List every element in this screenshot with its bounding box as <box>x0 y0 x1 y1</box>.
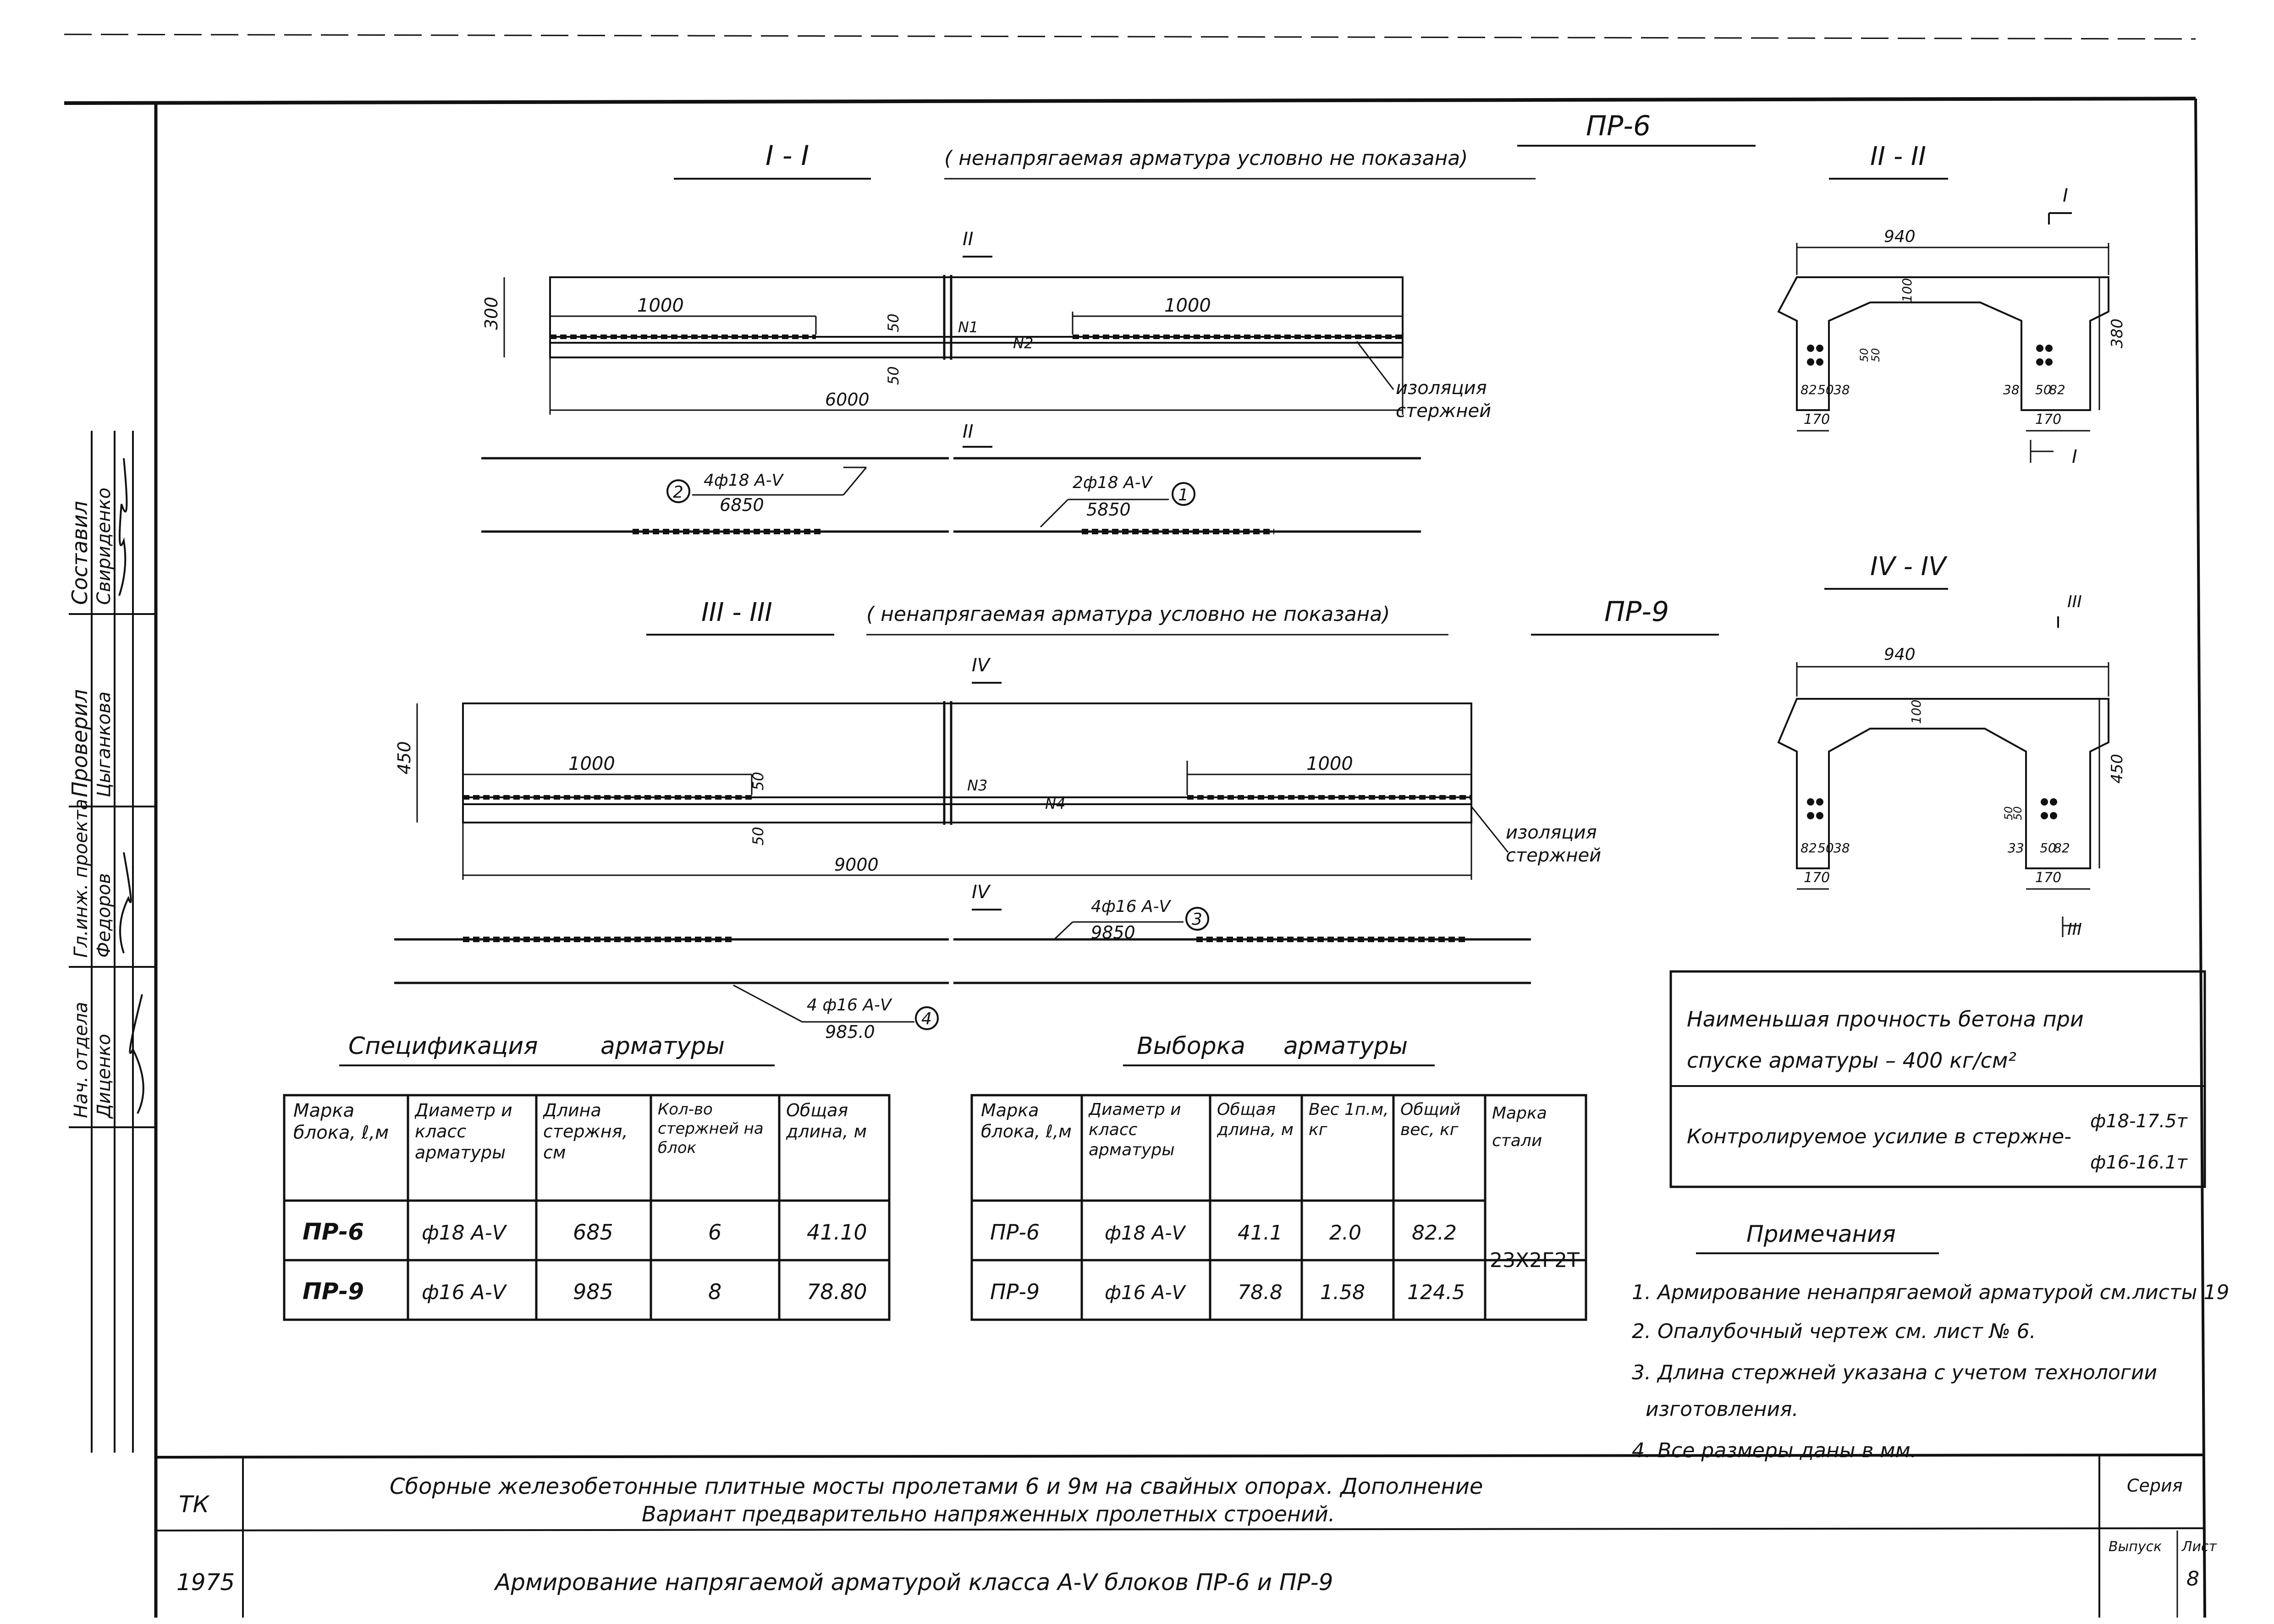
section-3-dim-height: 450 <box>394 741 414 774</box>
section-1-insulation-1: изоляция <box>1396 378 1487 399</box>
select-cell: ПР-6 <box>990 1220 1040 1245</box>
select-table <box>972 1032 1586 1320</box>
section-4-v2: 50 <box>2011 806 2024 820</box>
spec-header-mark: Марка блока, ℓ,м <box>293 1100 389 1143</box>
section-1-dim-left: 1000 <box>637 295 684 316</box>
select-header-total-weight: Общий вес, кг <box>1400 1100 1461 1139</box>
section-4-d3b: 33 <box>2008 840 2024 856</box>
select-cell: 82.2 <box>1412 1221 1457 1245</box>
select-header-steel: Марка стали <box>1492 1104 1547 1150</box>
section-2-base-right: 170 <box>2035 411 2062 428</box>
spec-table <box>284 1032 889 1320</box>
select-table-title-b: арматуры <box>1283 1032 1408 1060</box>
section-2-d1-right: 82 <box>2049 382 2065 397</box>
note-4: 4. Все размеры даны в мм. <box>1632 1439 1917 1462</box>
bar-2-length: 6850 <box>720 495 764 515</box>
spec-cell: 41.10 <box>807 1220 867 1245</box>
title-line-2: Армирование напрягаемой арматурой класса А-Ⅴ блоков ПР-6 и ПР-9 <box>495 1569 1333 1596</box>
section-4-v1: 50 <box>2002 806 2015 820</box>
select-header-total-length: Общая длина, м <box>1217 1100 1294 1139</box>
title-org: ТК <box>179 1491 209 1518</box>
signature-1 <box>119 458 127 596</box>
note-3: 3. Длина стержней указана с учетом технологии <box>1632 1361 2158 1384</box>
section-2-d2: 50 <box>1817 382 1834 397</box>
signature-2 <box>120 852 131 953</box>
section-3-note: ( ненапрягаемая арматура условно не показана) <box>866 603 1390 626</box>
section-4-4 <box>1778 552 2126 939</box>
stamp-role-4: Нач. отдела <box>71 1002 92 1118</box>
section-1-dim-height: 300 <box>481 296 501 330</box>
title-line-1b: Вариант предварительно напряженных пролетных строений. <box>642 1502 1335 1526</box>
section-1-cut-top: II <box>963 229 974 250</box>
select-cell: 124.5 <box>1407 1281 1465 1304</box>
spec-header-total: Общая длина, м <box>786 1100 867 1141</box>
spec-cell: ф18 А-Ⅴ <box>422 1221 506 1245</box>
strength-line-1: Наименьшая прочность бетона при <box>1687 1007 2084 1031</box>
note-3-cont: изготовления. <box>1646 1398 1799 1421</box>
section-2-d3: 38 <box>1834 382 1850 397</box>
bar-2-spec: 4ф18 А-Ⅴ <box>704 471 783 490</box>
select-header-weight: Вес 1п.м, кг <box>1309 1100 1389 1139</box>
section-2-v2: 50 <box>1869 348 1882 362</box>
section-4-cut-mark-bottom: III <box>2067 920 2082 939</box>
title-series-label: Серия <box>2127 1476 2183 1496</box>
section-3-dim-right: 1000 <box>1306 753 1353 774</box>
section-4-title: IV - IV <box>1870 552 1946 582</box>
strength-box <box>1671 971 2205 1187</box>
section-3-dim-50a: 50 <box>749 772 767 790</box>
spec-cell: ф16 А-Ⅴ <box>422 1281 506 1304</box>
select-cell: ф18 А-Ⅴ <box>1105 1222 1185 1244</box>
bar-4-number: 4 <box>921 1010 932 1028</box>
spec-table-title-a: Спецификация <box>348 1032 538 1060</box>
spec-table-header <box>293 1100 887 1196</box>
bar-1-number: 1 <box>1178 486 1189 505</box>
stamp-role-3: Гл.инж. проекта <box>71 799 92 958</box>
stamp-name-4: Диценко <box>94 1034 115 1118</box>
section-1-dim-50b: 50 <box>885 366 902 385</box>
bar-1-length: 5850 <box>1086 499 1131 520</box>
section-1-dim-right: 1000 <box>1164 295 1211 316</box>
spec-header-count: Кол-во стержней на блок <box>658 1100 764 1157</box>
select-cell: ф16 А-Ⅴ <box>1105 1281 1185 1304</box>
section-1-n1: N1 <box>958 318 979 336</box>
select-header-mark: Марка блока, ℓ,м <box>981 1100 1072 1141</box>
section-1-dim-total: 6000 <box>825 390 870 410</box>
notes-title: Примечания <box>1746 1221 1896 1247</box>
section-4-d2: 50 <box>1817 840 1834 856</box>
section-3-title: III - III <box>701 598 772 627</box>
section-2-cut-mark-bottom: I <box>2072 446 2077 467</box>
title-line-1: Сборные железобетонные плитные мосты пролетами 6 и 9м на свайных опорах. Дополнение <box>390 1474 1483 1499</box>
section-3-n4: N4 <box>1045 795 1066 812</box>
signature-3 <box>130 994 143 1114</box>
section-2-width: 940 <box>1884 227 1916 246</box>
section-2-base-left: 170 <box>1804 411 1830 428</box>
bar-4-spec: 4 ф16 А-Ⅴ <box>807 996 892 1015</box>
note-2: 2. Опалубочный чертеж см. лист № 6. <box>1632 1320 2036 1343</box>
stamp-name-2: Цыганкова <box>94 691 115 797</box>
bar-3-spec: 4ф16 А-Ⅴ <box>1091 897 1171 916</box>
select-cell: 41.1 <box>1238 1221 1283 1245</box>
section-2-v1: 50 <box>1858 348 1871 362</box>
spec-header-length: Длина стержня, см <box>543 1100 628 1163</box>
spec-row-2 <box>303 1278 867 1305</box>
section-3-cut-top: IV <box>972 655 990 676</box>
section-4-d1-right: 82 <box>2054 840 2070 856</box>
bar-2-number: 2 <box>673 483 683 502</box>
section-2-top-thk: 100 <box>1900 278 1915 302</box>
section-1-dim-50a: 50 <box>885 313 902 332</box>
select-cell: 1.58 <box>1320 1281 1365 1304</box>
bar-3-length: 9850 <box>1091 922 1135 943</box>
spec-cell: 985 <box>573 1279 613 1304</box>
notes <box>1632 1221 2229 1462</box>
strength-line-3: Контролируемое усилие в стержне- <box>1687 1125 2072 1148</box>
select-cell: ПР-9 <box>990 1279 1040 1304</box>
note-1: 1. Армирование ненапрягаемой арматурой см.листы 19 <box>1632 1281 2230 1304</box>
section-3-dim-total: 9000 <box>834 855 879 875</box>
section-2-title: II - II <box>1870 142 1926 171</box>
title-block <box>176 1474 2218 1596</box>
bar-3-number: 3 <box>1192 910 1202 929</box>
section-4-base-right: 170 <box>2035 870 2062 886</box>
section-4-base-left: 170 <box>1804 870 1830 886</box>
section-4-cut-mark-top: III <box>2067 593 2082 611</box>
spec-cell: 78.80 <box>807 1279 867 1304</box>
stamp-role-1: Составил <box>67 501 92 605</box>
select-steel-grade: 23Х2Г2Т <box>1490 1249 1580 1272</box>
section-1-title: I - I <box>765 140 809 172</box>
section-2-cut-mark-top: I <box>2063 185 2068 206</box>
section-3-insulation-2: стержней <box>1506 845 1602 866</box>
section-1-note: ( ненапрягаемая арматура условно не показана) <box>944 147 1468 170</box>
select-cell: 78.8 <box>1238 1281 1283 1304</box>
section-4-d1: 82 <box>1800 840 1817 856</box>
title-year: 1975 <box>176 1569 235 1596</box>
spec-cell: 685 <box>573 1220 613 1245</box>
spec-cell: 8 <box>708 1279 722 1304</box>
bar-1-spec: 2ф18 А-Ⅴ <box>1073 473 1152 492</box>
section-4-d3: 38 <box>1834 840 1850 856</box>
spec-cell: ПР-9 <box>303 1278 364 1305</box>
side-stamp-text <box>67 458 143 1119</box>
title-issue-label: Выпуск <box>2109 1539 2162 1555</box>
spec-cell: 6 <box>708 1220 722 1245</box>
section-4-height: 450 <box>2108 754 2126 784</box>
stamp-name-3: Федоров <box>94 873 115 958</box>
title-sheet-label: Лист <box>2182 1539 2217 1555</box>
spec-cell: ПР-6 <box>303 1218 364 1245</box>
section-1-insulation-2: стержней <box>1396 401 1492 422</box>
section-2-d1: 82 <box>1800 382 1817 397</box>
section-3-dim-50b: 50 <box>749 827 767 845</box>
section-1-1 <box>481 140 1536 532</box>
stamp-role-2: Проверил <box>67 689 92 797</box>
section-3-n3: N3 <box>967 777 988 794</box>
section-4-width: 940 <box>1884 645 1916 664</box>
bar-4-length: 985.0 <box>825 1022 875 1042</box>
stamp-name-1: Свириденко <box>94 488 115 605</box>
select-table-title-a: Выборка <box>1137 1032 1245 1060</box>
top-label-pr6: ПР-6 <box>1586 110 1651 142</box>
section-2-height: 380 <box>2108 318 2126 348</box>
section-4-top-thk: 100 <box>1909 699 1924 724</box>
strength-line-2: спуске арматуры – 400 кг/см² <box>1687 1048 2016 1073</box>
spec-row-1 <box>303 1218 867 1245</box>
select-cell: 2.0 <box>1329 1221 1361 1245</box>
section-3-3 <box>394 596 1719 1042</box>
section-4-d2-right: 50 <box>2040 840 2056 856</box>
section-3-cut-bottom: IV <box>972 882 990 903</box>
section-1-cut-bottom: II <box>963 421 974 442</box>
strength-value-16: ф16-16.1т <box>2090 1152 2187 1173</box>
title-sheet-number: 8 <box>2186 1567 2199 1591</box>
section-2-2 <box>1778 142 2126 467</box>
section-2-d2-right: 50 <box>2035 382 2052 397</box>
spec-table-title-b: арматуры <box>600 1032 725 1060</box>
strength-value-18: ф18-17.5т <box>2090 1111 2187 1132</box>
spec-header-diameter: Диаметр и класс арматуры <box>415 1100 512 1163</box>
select-table-header <box>981 1100 1584 1196</box>
section-2-d3-right: 38 <box>2003 382 2020 397</box>
section-3-dim-left: 1000 <box>568 753 615 774</box>
section-3-insulation-1: изоляция <box>1506 822 1597 843</box>
section-1-n2: N2 <box>1013 335 1034 352</box>
select-header-diameter: Диаметр и класс арматуры <box>1089 1100 1181 1159</box>
mid-label-pr9: ПР-9 <box>1604 596 1669 628</box>
select-row-1 <box>990 1220 1457 1245</box>
